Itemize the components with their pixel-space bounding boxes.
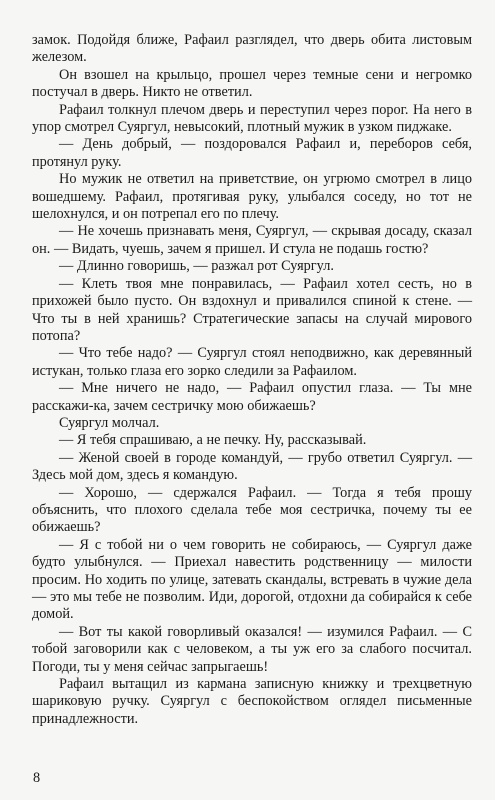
paragraph: Рафаил вытащил из кармана записную книжку и трехцветную шариковую ручку. Суяргул с беспокойством оглядел письменные принадлежности. [32, 676, 472, 727]
page-number: 8 [33, 770, 41, 786]
paragraph: — Женой своей в городе командуй, — грубо ответил Суяргул. — Здесь мой дом, здесь я командую. [32, 449, 472, 484]
paragraph: — Я с тобой ни о чем говорить не собираюсь, — Суяргул даже будто улыбнулся. — Приехал навестить родственницу — милости просим. Но ходить по улице, затевать скандалы, встревать в чужие дела — это мы тебе не позволим. Иди, дорогой, отдохни да собирайся к себе домой. [32, 536, 472, 623]
paragraph: — Клеть твоя мне понравилась, — Рафаил хотел сесть, но в прихожей было пусто. Он вздохнул и привалился спиной к стене. — Что ты в ней хранишь? Стратегические запасы на случай мирового потопа? [32, 275, 472, 344]
paragraph: Суяргул молчал. [59, 414, 160, 431]
paragraph: — Мне ничего не надо, — Рафаил опустил глаза. — Ты мне расскажи-ка, зачем сестричку мою обижаешь? [32, 380, 472, 414]
paragraph: Но мужик не ответил на приветствие, он угрюмо смотрел в лицо вошедшему. Рафаил, протягивая руку, улыбался соседу, но тот не шелохнулся, и он потрепал его по плечу. [32, 171, 472, 223]
paragraph: — Я тебя спрашиваю, а не печку. Ну, рассказывай. [59, 432, 367, 449]
paragraph: Он взошел на крыльцо, прошел через темные сени и негромко постучал в дверь. Никто не ответил. [32, 66, 472, 101]
paragraph: — Не хочешь признавать меня, Суяргул, — скрывая досаду, сказал он. — Видать, чуешь, зачем я пришел. И стула не подашь гостю? [32, 223, 472, 257]
page-text [32, 32, 472, 728]
paragraph: — Хорошо, — сдержался Рафаил. — Тогда я тебя прошу объяснить, что плохого сделала тебе моя сестричка, почему ты ее обижаешь? [32, 484, 472, 536]
paragraph: Рафаил толкнул плечом дверь и переступил через порог. На него в упор смотрел Суяргул, невысокий, плотный мужик в узком пиджаке. [32, 101, 472, 136]
paragraph: — День добрый, — поздоровался Рафаил и, переборов себя, протянул руку. [32, 136, 472, 170]
paragraph: замок. Подойдя ближе, Рафаил разглядел, что дверь обита листовым железом. [32, 32, 472, 66]
paragraph: — Длинно говоришь, — разжал рот Суяргул. [59, 258, 334, 275]
paragraph: — Вот ты какой говорливый оказался! — изумился Рафаил. — С тобой заговорили как с человеком, а ты уж его за слабого посчитал. Погоди, ты у меня сейчас запрыгаешь! [32, 623, 472, 675]
paragraph: — Что тебе надо? — Суяргул стоял неподвижно, как деревянный истукан, только глаза его зорко следили за Рафаилом. [32, 345, 472, 379]
